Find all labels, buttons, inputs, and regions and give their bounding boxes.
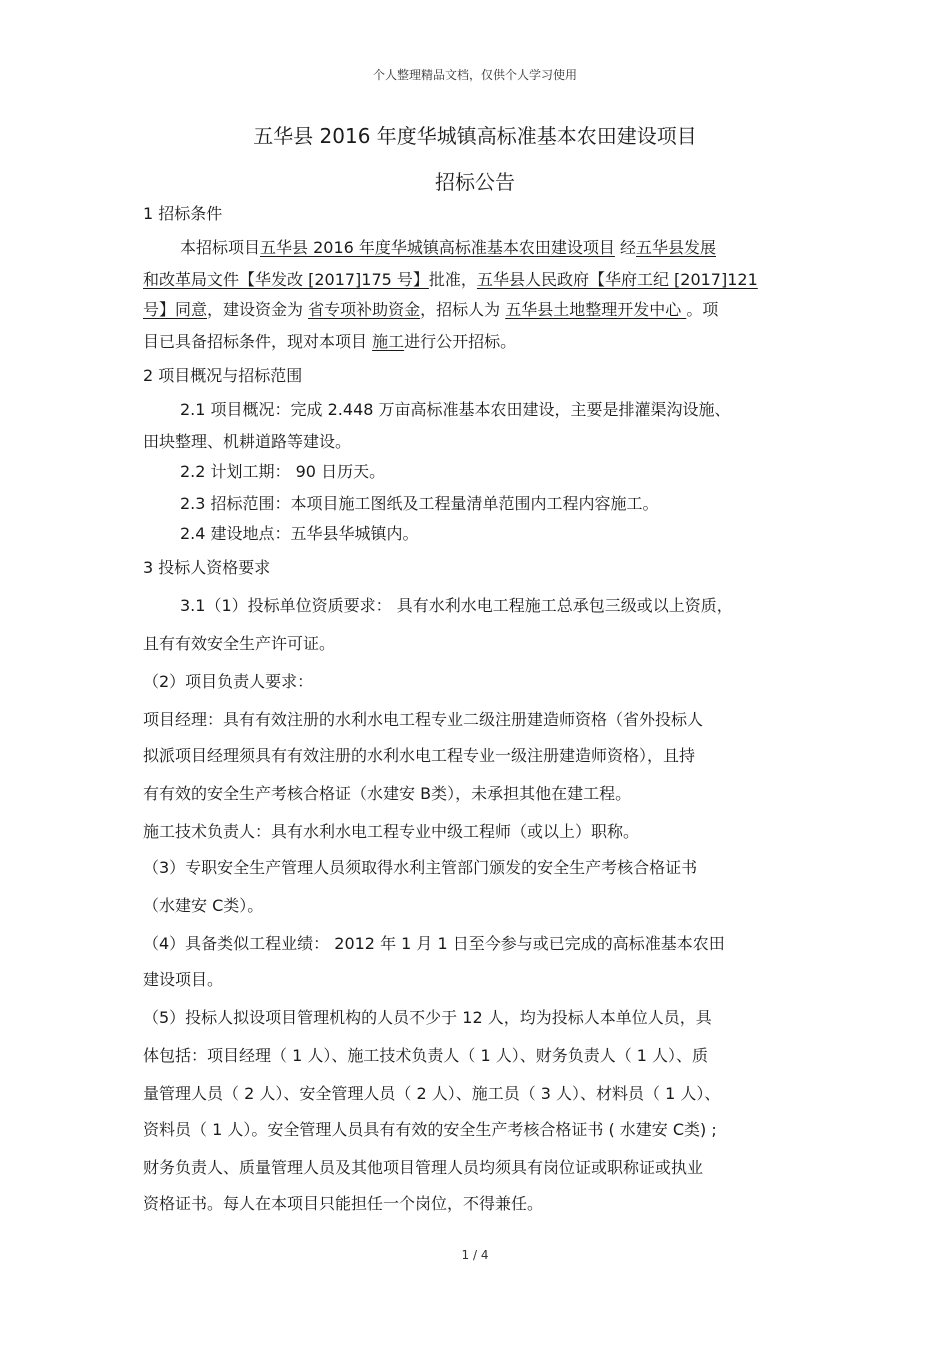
section-3-line-1: 3.1（1）投标单位资质要求： 具有水利水电工程施工总承包三级或以上资质， <box>180 596 733 615</box>
section-2-heading: 2 项目概况与招标范围 <box>143 366 303 385</box>
section-3-line-16: 财务负责人、质量管理人员及其他项目管理人员均须具有岗位证或职称证或执业 <box>143 1158 704 1177</box>
section-3-line-3: （2）项目负责人要求： <box>143 672 314 691</box>
section-3-line-9: （水建安 C类）。 <box>143 896 264 915</box>
section-2-line-3: 2.2 计划工期： 90 日历天。 <box>180 462 386 481</box>
section-3-line-12: （5）投标人拟设项目管理机构的人员不少于 12 人，均为投标人本单位人员，具 <box>143 1008 712 1027</box>
section-3-line-11: 建设项目。 <box>143 970 224 989</box>
section-1-line-4: 目已具备招标条件，现对本项目 施工进行公开招标。 <box>143 332 517 351</box>
section-2-line-2: 田块整理、机耕道路等建设。 <box>143 432 352 451</box>
section-1-line-2: 和改革局文件【华发改 [2017]175 号】批准，五华县人民政府【华府工纪 [2017]121 <box>143 270 758 289</box>
title-line-1: 五华县 2016 年度华城镇高标准基本农田建设项目 <box>253 124 697 148</box>
section-3-line-8: （3）专职安全生产管理人员须取得水利主管部门颁发的安全生产考核合格证书 <box>143 858 698 877</box>
section-3-heading: 3 投标人资格要求 <box>143 558 271 577</box>
section-3-line-14: 量管理人员（ 2 人）、安全管理人员（ 2 人）、施工员（ 3 人）、材料员（ 1 人）、 <box>143 1084 721 1103</box>
section-3-line-2: 且有有效安全生产许可证。 <box>143 634 336 653</box>
section-2-line-1: 2.1 项目概况：完成 2.448 万亩高标准基本农田建设，主要是排灌渠沟设施、 <box>180 400 731 419</box>
section-2-line-5: 2.4 建设地点：五华县华城镇内。 <box>180 524 419 543</box>
title-line-2: 招标公告 <box>435 170 515 194</box>
section-1-line-1: 本招标项目五华县 2016 年度华城镇高标准基本农田建设项目 经五华县发展 <box>180 238 717 257</box>
section-3-line-15: 资料员（ 1 人）。安全管理人员具有有效的安全生产考核合格证书 ( 水建安 C类) ; <box>143 1120 717 1139</box>
section-3-line-7: 施工技术负责人：具有水利水电工程专业中级工程师（或以上）职称。 <box>143 822 640 841</box>
section-3-line-4: 项目经理：具有有效注册的水利水电工程专业二级注册建造师资格（省外投标人 <box>143 710 704 729</box>
section-1-heading: 1 招标条件 <box>143 204 223 223</box>
section-2-line-4: 2.3 招标范围：本项目施工图纸及工程量清单范围内工程内容施工。 <box>180 494 659 513</box>
section-3-line-10: （4）具备类似工程业绩： 2012 年 1 月 1 日至今参与或已完成的高标准基本农田 <box>143 934 725 953</box>
section-3-line-17: 资格证书。每人在本项目只能担任一个岗位，不得兼任。 <box>143 1194 544 1213</box>
section-3-line-5: 拟派项目经理须具有有效注册的水利水电工程专业一级注册建造师资格），且持 <box>143 746 696 765</box>
page-header: 个人整理精品文档，仅供个人学习使用 <box>372 68 577 82</box>
section-1-line-3: 号】同意，建设资金为 省专项补助资金，招标人为 五华县土地整理开发中心 。项 <box>143 300 719 319</box>
section-3-line-13: 体包括：项目经理（ 1 人）、施工技术负责人（ 1 人）、财务负责人（ 1 人）、质 <box>143 1046 709 1065</box>
page-number: 1 / 4 <box>461 1248 489 1262</box>
section-3-line-6: 有有效的安全生产考核合格证（水建安 B类），未承担其他在建工程。 <box>143 784 632 803</box>
